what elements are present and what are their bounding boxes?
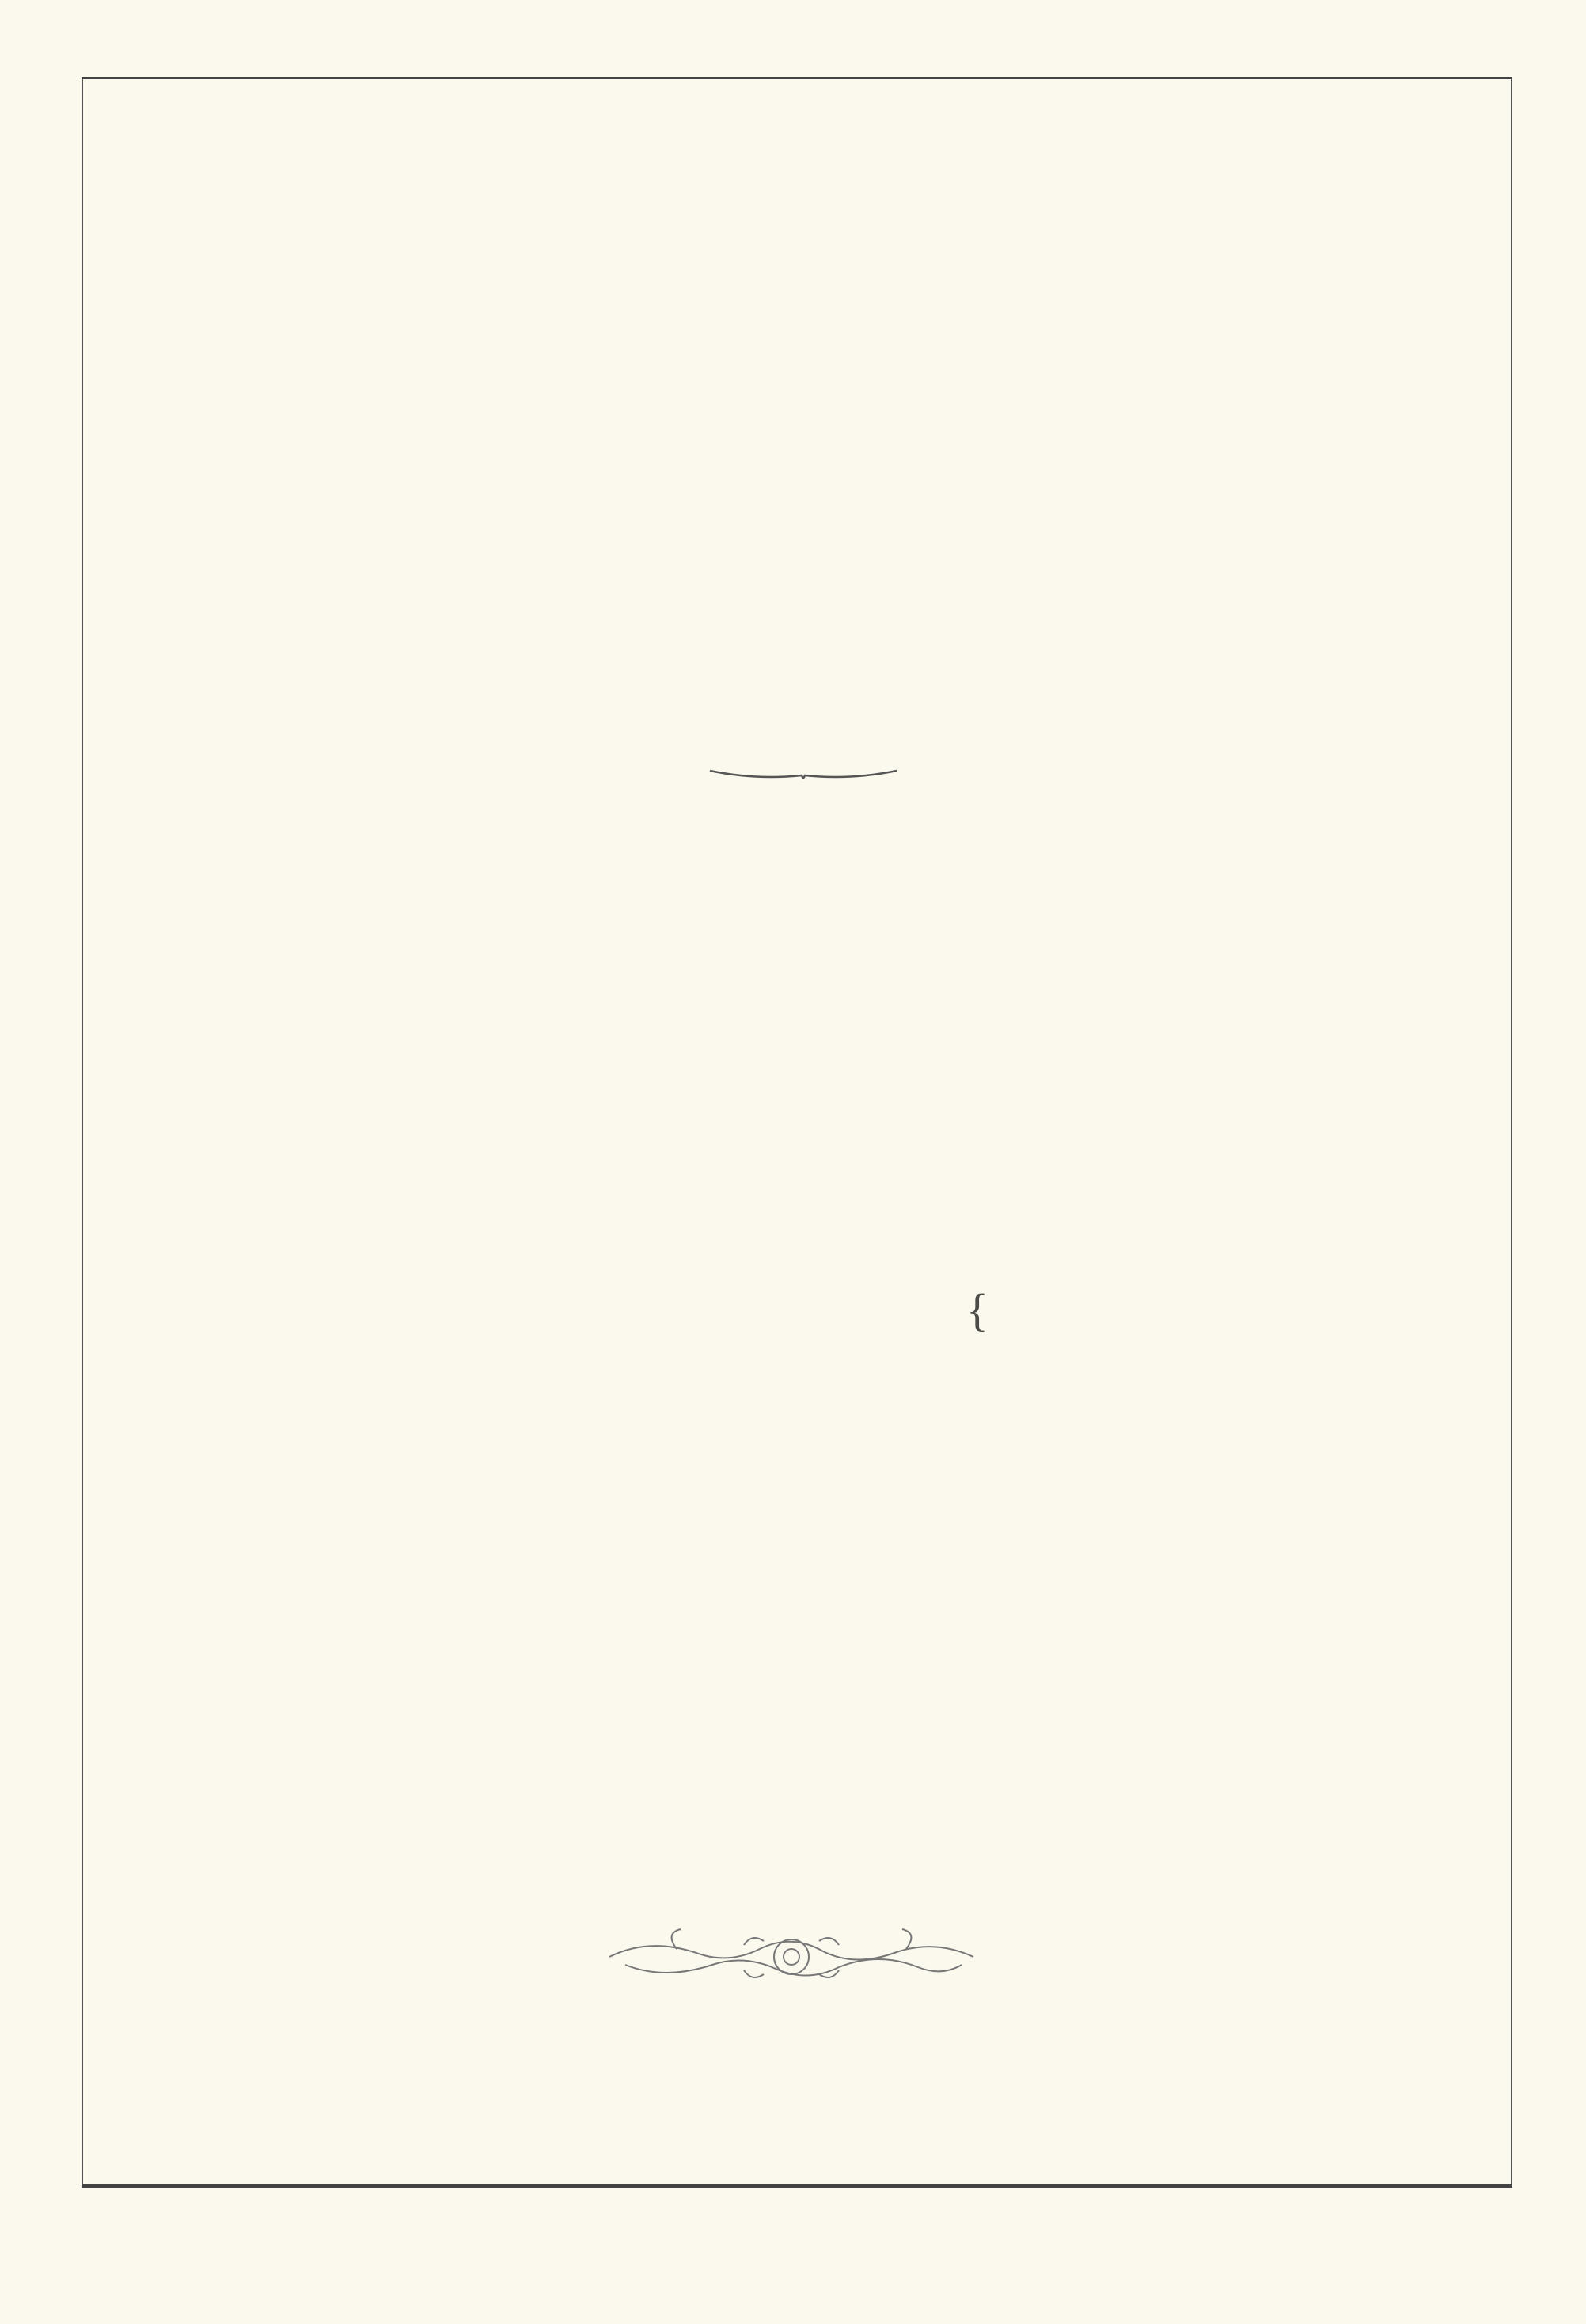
top-rule bbox=[82, 77, 1512, 79]
page-frame bbox=[82, 78, 1512, 2188]
bottom-rule bbox=[82, 2184, 1512, 2188]
scroll-ornament-icon bbox=[601, 1921, 981, 1992]
union-brace bbox=[708, 768, 898, 785]
curly-brace: { bbox=[966, 1284, 988, 1336]
